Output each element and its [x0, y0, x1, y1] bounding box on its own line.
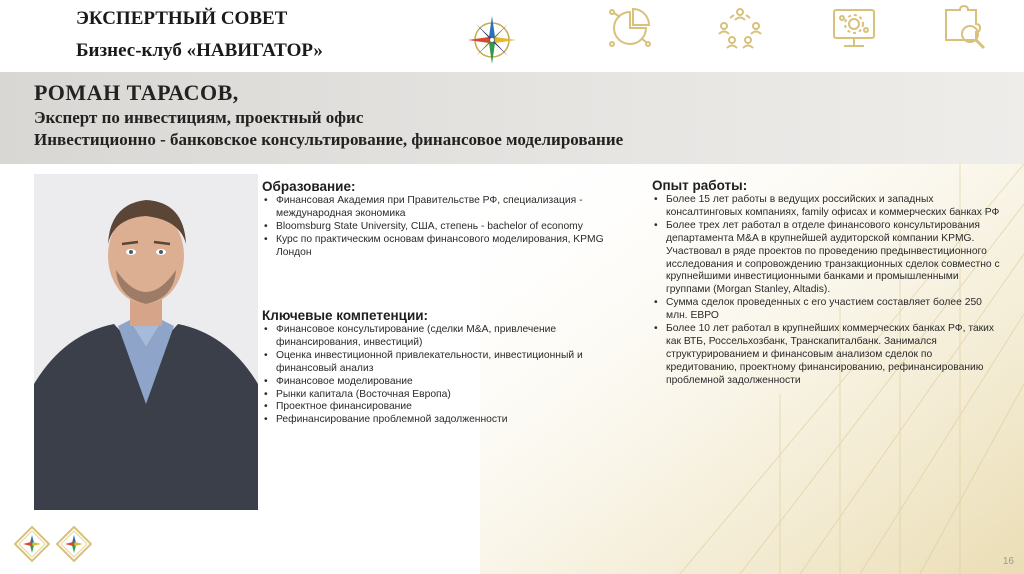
education-title: Образование:	[262, 179, 356, 194]
portrait-image	[34, 174, 258, 510]
competencies-title: Ключевые компетенции:	[262, 308, 429, 323]
list-item: • Bloomsburg State University, США, степень - bachelor of economy	[262, 221, 642, 234]
person-role: Эксперт по инвестициям, проектный офис	[34, 108, 364, 127]
list-item: • Финансовое моделирование	[262, 376, 642, 389]
list-item: • Сумма сделок проведенных с его участием составляет более 250 млн. ЕВРО	[652, 297, 1002, 323]
page-number: 16	[1002, 556, 1014, 567]
education-section	[262, 179, 642, 260]
org-title: ЭКСПЕРТНЫЙ СОВЕТ	[76, 8, 288, 29]
compass-rose-icon	[466, 14, 518, 66]
experience-section	[652, 178, 1002, 388]
team-network-icon	[716, 4, 764, 52]
puzzle-magnifier-icon	[940, 4, 988, 52]
experience-title: Опыт работы:	[652, 178, 748, 193]
pie-chart-icon	[606, 4, 654, 52]
monitor-gear-icon	[830, 4, 878, 52]
competencies-section	[262, 308, 642, 427]
list-item: • Более 10 лет работал в крупнейших коммерческих банках РФ, таких как ВТБ, Россельхозбанк, Транскапиталбанк. Занимался структурированием и финансовым анализом сделок по кредитованию, проектному финансированию, рефинансированию проблемной задолженности	[652, 323, 1002, 388]
list-item: • Оценка инвестиционной привлекательности, инвестиционный и финансовый анализ	[262, 350, 642, 376]
person-photo	[34, 174, 258, 510]
list-item: • Финансовая Академия при Правительстве РФ, специализация - международная экономика	[262, 195, 642, 221]
org-subtitle: Бизнес-клуб «НАВИГАТОР»	[76, 40, 323, 61]
list-item: • Более 15 лет работы в ведущих российских и западных консалтинговых компаниях, family офисах и коммерческих банках РФ	[652, 194, 1002, 220]
list-item: • Рефинансирование проблемной задолженности	[262, 414, 642, 427]
compass-diamond-icon	[56, 526, 92, 562]
list-item: • Курс по практическим основам финансового моделирования, KPMG Лондон	[262, 234, 642, 260]
list-item: • Финансовое консультирование (сделки M&A, привлечение финансирования, инвестиций)	[262, 324, 642, 350]
list-item: • Проектное финансирование	[262, 401, 642, 414]
person-name: РОМАН ТАРАСОВ,	[34, 80, 239, 105]
education-list	[262, 195, 642, 260]
experience-list	[652, 194, 1002, 388]
list-item: • Более трех лет работал в отделе финансового консультирования департамента M&A в крупнейшей аудиторской компании KPMG. Участвовал в ряде проектов по проведению предынвестиционного исследования и сопровождению транзакционных сделок совместно с крупнейшими инвестиционными банками и промышленными группами (Morgan Stanley, Altadis).	[652, 220, 1002, 297]
competencies-list	[262, 324, 642, 427]
list-item: • Рынки капитала (Восточная Европа)	[262, 389, 642, 402]
compass-diamond-icon	[14, 526, 50, 562]
person-specialization: Инвестиционно - банковское консультирование, финансовое моделирование	[34, 130, 624, 149]
